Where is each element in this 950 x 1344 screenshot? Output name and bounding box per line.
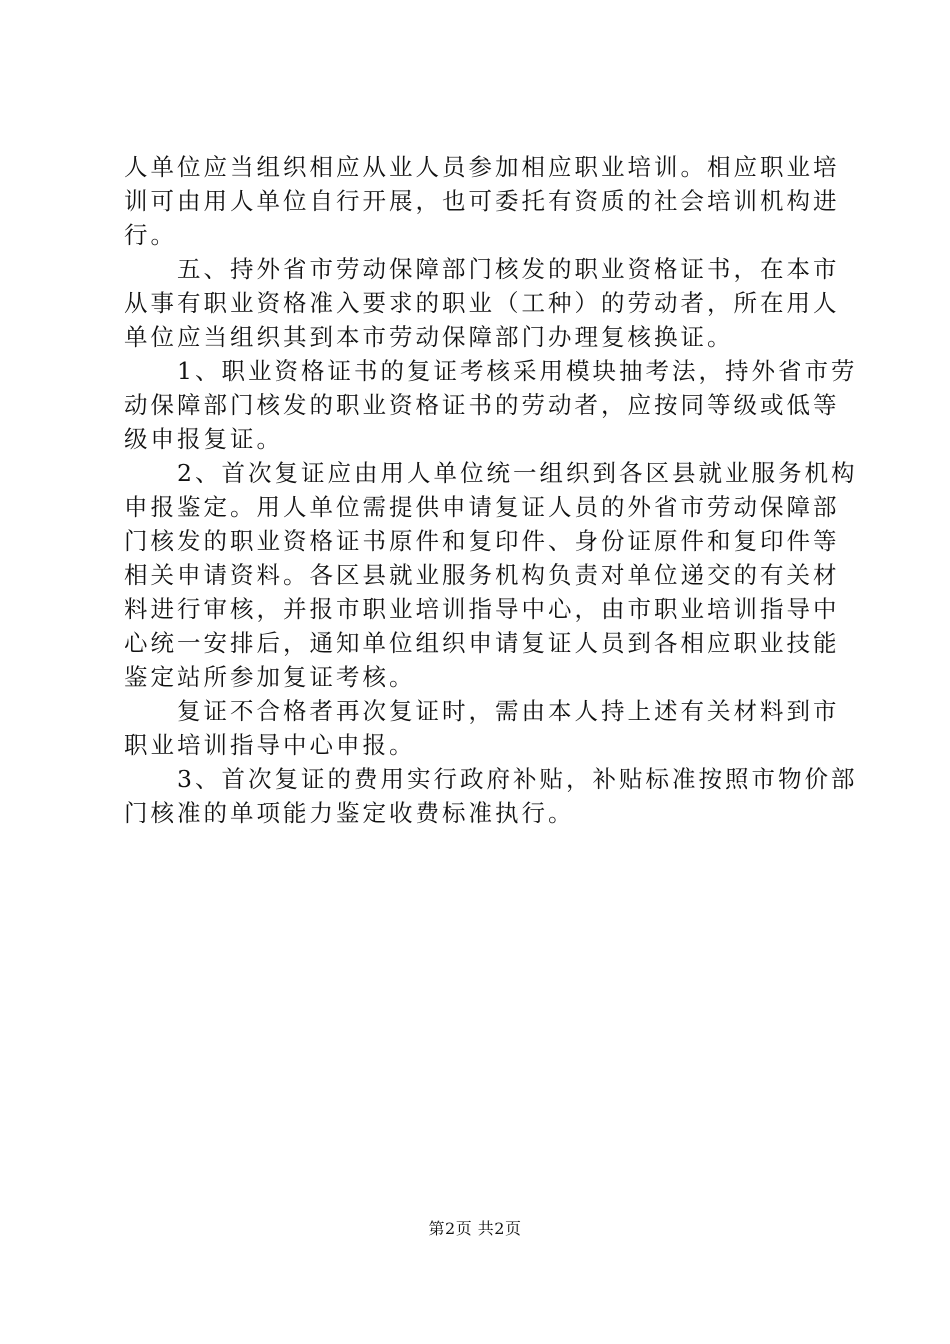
text-line-14: 料进行审核，并报市职业培训指导中心，由市职业培训指导中	[124, 595, 840, 623]
text-line-9: 级申报复证。	[124, 425, 283, 453]
page-footer	[0, 1216, 950, 1239]
text-line-16: 鉴定站所参加复证考核。	[124, 663, 416, 691]
text-line-15: 心统一安排后，通知单位组织申请复证人员到各相应职业技能	[124, 629, 840, 657]
text-line-3: 行。	[124, 221, 177, 249]
text-line-19: 3、首次复证的费用实行政府补贴，补贴标准按照市物价部	[124, 765, 858, 793]
text-line-17: 复证不合格者再次复证时，需由本人持上述有关材料到市	[124, 697, 840, 725]
text-line-8: 动保障部门核发的职业资格证书的劳动者，应按同等级或低等	[124, 391, 840, 419]
text-line-18: 职业培训指导中心申报。	[124, 731, 416, 759]
text-line-5: 从事有职业资格准入要求的职业（工种）的劳动者，所在用人	[124, 289, 840, 317]
text-line-2: 训可由用人单位自行开展，也可委托有资质的社会培训机构进	[124, 187, 840, 215]
page-number-label: 第2页 共2页	[428, 1219, 522, 1238]
text-line-12: 门核发的职业资格证书原件和复印件、身份证原件和复印件等	[124, 527, 840, 555]
text-line-10: 2、首次复证应由用人单位统一组织到各区县就业服务机构	[124, 459, 858, 487]
text-line-20: 门核准的单项能力鉴定收费标准执行。	[124, 799, 575, 827]
text-line-4: 五、持外省市劳动保障部门核发的职业资格证书，在本市	[124, 255, 840, 283]
text-line-11: 申报鉴定。用人单位需提供申请复证人员的外省市劳动保障部	[124, 493, 840, 521]
text-line-1: 人单位应当组织相应从业人员参加相应职业培训。相应职业培	[124, 153, 840, 181]
text-line-13: 相关申请资料。各区县就业服务机构负责对单位递交的有关材	[124, 561, 840, 589]
text-line-7: 1、职业资格证书的复证考核采用模块抽考法，持外省市劳	[124, 357, 858, 385]
document-body	[124, 150, 858, 830]
text-line-6: 单位应当组织其到本市劳动保障部门办理复核换证。	[124, 323, 734, 351]
